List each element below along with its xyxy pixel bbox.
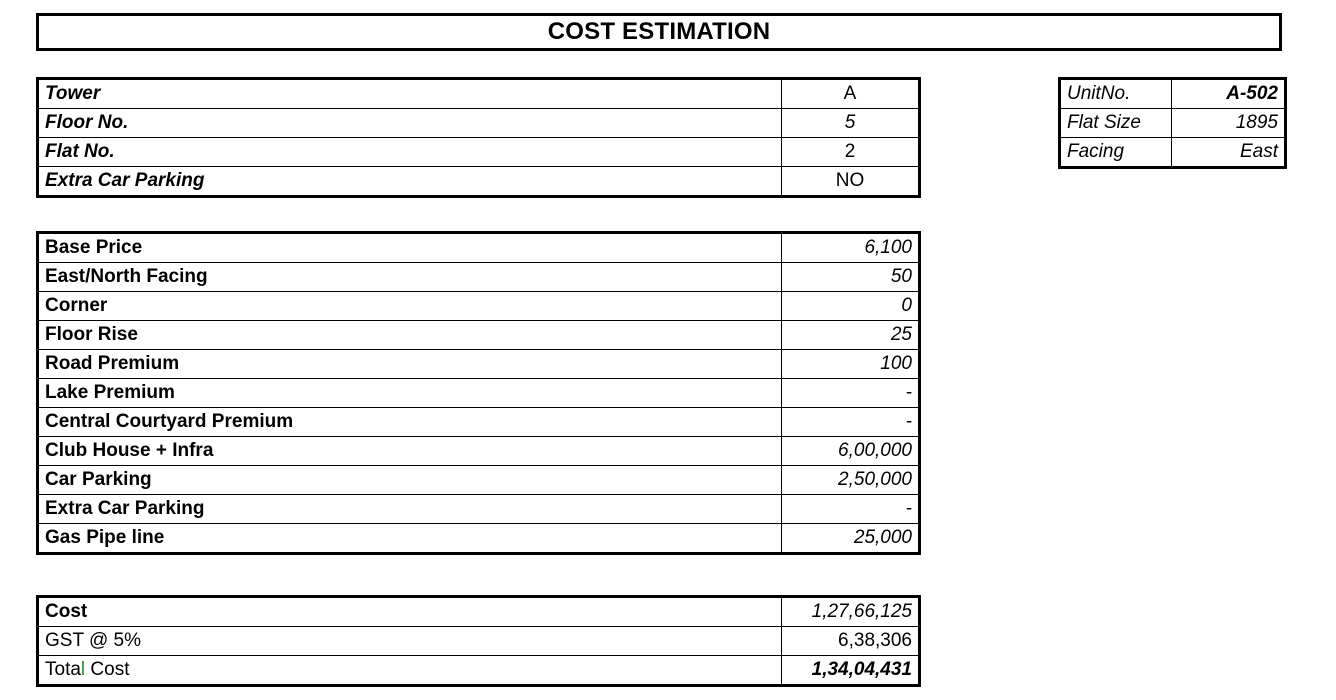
base-price-value[interactable]: 6,100 [782, 233, 920, 263]
floor-no-value[interactable]: 5 [782, 109, 920, 138]
table-row [38, 524, 920, 554]
table-row [1060, 138, 1286, 168]
car-parking-value[interactable]: 2,50,000 [782, 466, 920, 495]
flat-size-label: Flat Size [1060, 109, 1172, 138]
flat-no-label: Flat No. [38, 138, 782, 167]
table-row [38, 408, 920, 437]
courtyard-premium-label: Central Courtyard Premium [38, 408, 782, 437]
floor-rise-label: Floor Rise [38, 321, 782, 350]
cost-label: Cost [38, 597, 782, 627]
club-house-label: Club House + Infra [38, 437, 782, 466]
total-cost-value[interactable]: 1,34,04,431 [782, 656, 920, 686]
table-row [38, 656, 920, 686]
tower-value[interactable]: A [782, 79, 920, 109]
flat-details-table [36, 77, 921, 198]
pricing-table [36, 231, 921, 555]
table-row [38, 138, 920, 167]
table-row [38, 292, 920, 321]
total-cost-label-part: Tota [45, 659, 81, 680]
club-house-value[interactable]: 6,00,000 [782, 437, 920, 466]
floor-rise-value[interactable]: 25 [782, 321, 920, 350]
table-row [38, 321, 920, 350]
table-row [1060, 109, 1286, 138]
car-parking-label: Car Parking [38, 466, 782, 495]
lake-premium-label: Lake Premium [38, 379, 782, 408]
table-row [1060, 79, 1286, 109]
extra-parking-price-label: Extra Car Parking [38, 495, 782, 524]
totals-table [36, 595, 921, 687]
total-cost-label [38, 656, 782, 686]
corner-value[interactable]: 0 [782, 292, 920, 321]
table-row [38, 350, 920, 379]
gst-value[interactable]: 6,38,306 [782, 627, 920, 656]
total-cost-label-part: l [80, 659, 86, 680]
flat-size-value[interactable]: 1895 [1172, 109, 1286, 138]
unit-no-label: UnitNo. [1060, 79, 1172, 109]
gas-pipe-label: Gas Pipe line [38, 524, 782, 554]
base-price-label: Base Price [38, 233, 782, 263]
cost-value[interactable]: 1,27,66,125 [782, 597, 920, 627]
extra-car-parking-value[interactable]: NO [782, 167, 920, 197]
table-row [38, 233, 920, 263]
tower-label: Tower [38, 79, 782, 109]
facing-value[interactable]: East [1172, 138, 1286, 168]
gas-pipe-value[interactable]: 25,000 [782, 524, 920, 554]
flat-no-value[interactable]: 2 [782, 138, 920, 167]
extra-parking-price-value[interactable]: - [782, 495, 920, 524]
table-row [38, 167, 920, 197]
facing-premium-value[interactable]: 50 [782, 263, 920, 292]
floor-no-label: Floor No. [38, 109, 782, 138]
facing-premium-label: East/North Facing [38, 263, 782, 292]
lake-premium-value[interactable]: - [782, 379, 920, 408]
road-premium-label: Road Premium [38, 350, 782, 379]
page-title: COST ESTIMATION [36, 13, 1282, 51]
facing-label: Facing [1060, 138, 1172, 168]
total-cost-label-part: Cost [85, 659, 130, 680]
corner-label: Corner [38, 292, 782, 321]
table-row [38, 79, 920, 109]
table-row [38, 597, 920, 627]
courtyard-premium-value[interactable]: - [782, 408, 920, 437]
table-row [38, 263, 920, 292]
unit-no-value[interactable]: A-502 [1172, 79, 1286, 109]
table-row [38, 379, 920, 408]
table-row [38, 109, 920, 138]
table-row [38, 466, 920, 495]
extra-car-parking-label: Extra Car Parking [38, 167, 782, 197]
gst-label: GST @ 5% [38, 627, 782, 656]
table-row [38, 627, 920, 656]
unit-summary-table [1058, 77, 1287, 169]
road-premium-value[interactable]: 100 [782, 350, 920, 379]
table-row [38, 495, 920, 524]
table-row [38, 437, 920, 466]
